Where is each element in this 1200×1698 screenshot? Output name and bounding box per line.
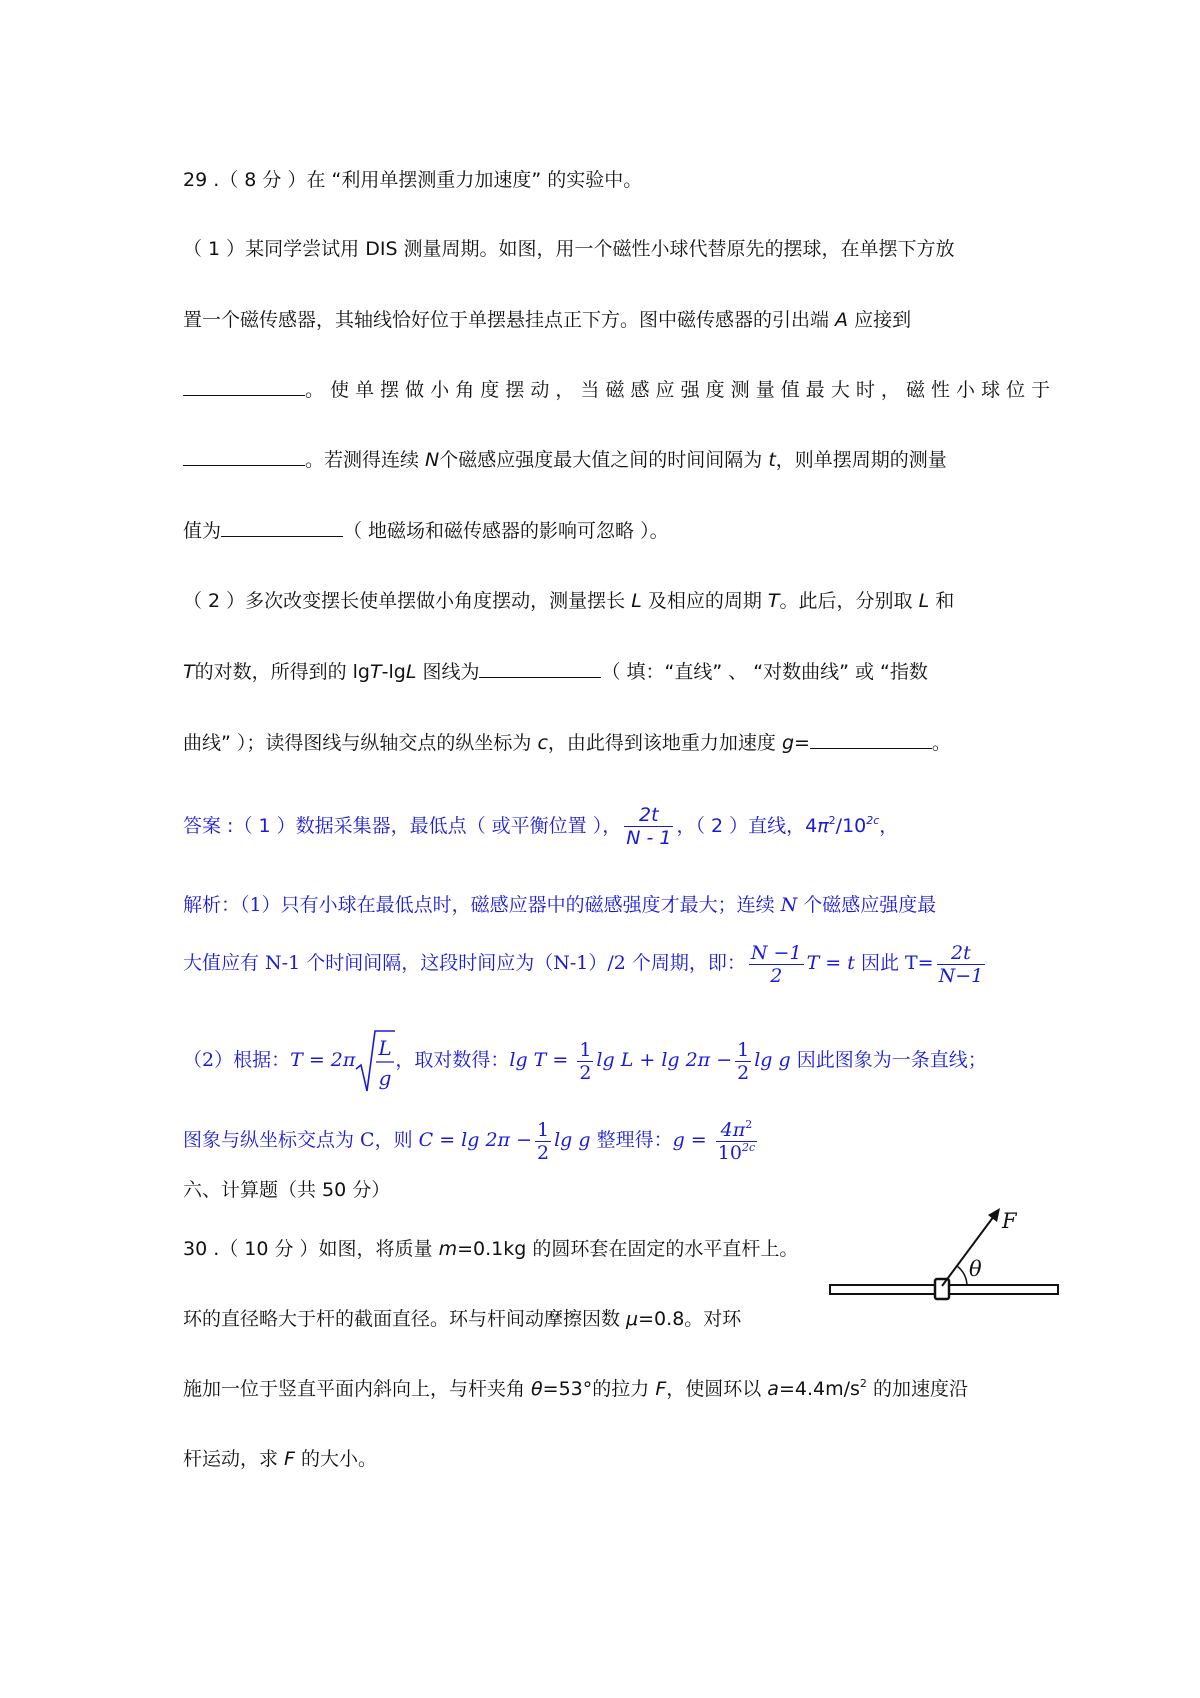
superscript: 2 [828,814,836,827]
q29-part2-line2 [183,659,928,685]
section-6-title: 六、计算题（共 50 分） [183,1179,391,1201]
var-c: c [537,732,548,754]
text: ，由此得到该地重力加速度 [547,732,782,754]
superscript: 2c [741,1140,756,1154]
var-N: N [780,894,798,916]
text: =0.1kg 的圆环套在固定的水平直杆上。 [457,1238,799,1260]
text: ，则单摆周期的测量 [775,449,947,471]
text: 因此 T= [854,952,934,974]
text: （ 填：“直线” 、 “对数曲线” 或 “指数 [601,661,928,683]
ring [935,1279,949,1299]
root-numerator: L [378,1036,392,1060]
text: =53°的拉力 [542,1378,656,1400]
var-L: L [631,590,642,612]
text: 。 使 单 摆 做 小 角 度 摆 动 ， 当 磁 感 应 强 度 测 量 值 最 大 时 ， 磁 性 小 球 位 于 [305,379,1051,401]
analysis-line1 [183,892,936,918]
equals: = [819,952,848,974]
superscript: 2 [745,1117,753,1131]
ring-rod-force-figure [825,1200,1065,1320]
text: 杆运动，求 [183,1448,285,1470]
expr: lg g [754,1049,791,1071]
q29-part1-line1: （ 1 ）某同学尝试用 DIS 测量周期。如图，用一个磁性小球代替原先的摆球，在单摆下方放 [183,238,955,260]
text: 的对数，所得到的 lg [194,661,370,683]
var-N: N [425,449,440,471]
fraction-numerator: 2t [624,804,673,827]
var-g: g [672,1129,685,1151]
text: 置一个磁传感器，其轴线恰好位于单摆悬挂点正下方。图中磁传感器的引出端 [183,309,836,331]
fraction-denominator: 2 [770,964,783,987]
text: 图象与纵坐标交点为 C，则 [183,1129,419,1151]
var-C: C [418,1129,434,1151]
text: 及相应的周期 [641,590,768,612]
text: 值为 [183,520,222,542]
q29-header: 29 .（ 8 分 ）在 “利用单摆测重力加速度” 的实验中。 [183,169,643,191]
var-t: t [847,952,855,974]
text: （2）根据： [183,1049,291,1071]
analysis-line4 [183,1108,760,1172]
q30-line2 [183,1306,741,1332]
text: =4.4m/s [778,1378,860,1400]
text: ，取对数得： [395,1049,510,1071]
expr: lg T [509,1049,547,1071]
answer-blank-5[interactable] [810,730,932,749]
text: 的加速度沿 [866,1378,968,1400]
text: 解析：（1）只有小球在最低点时，磁感应器中的磁感强度才最大；连续 [183,894,781,916]
text: 图线为 [416,661,480,683]
q29-part1-line4 [183,447,947,473]
var-A: A [835,309,849,331]
angle-label: θ [969,1257,982,1281]
angle-arc [957,1266,967,1286]
text: 大值应有 N-1 个时间间隔，这段时间应为（N-1）/2 个周期，即： [183,952,746,974]
var-m: m [438,1238,458,1260]
q29-part1-line3 [183,377,1050,403]
fraction [937,942,986,987]
answer-blank-2[interactable] [183,447,305,466]
var-g: g [781,732,794,754]
fraction-numerator: 2t [937,942,986,965]
text: 。若测得连续 [305,449,426,471]
var-t: t [768,449,776,471]
answer-text: ， [879,815,899,837]
text: =0.8。对环 [638,1308,742,1330]
text: （ 2 ）多次改变摆长使单摆做小角度摆动，测量摆长 [183,590,632,612]
answer-blank-1[interactable] [183,377,305,396]
analysis-line2 [183,932,988,994]
var-F: F [655,1378,667,1400]
arrow-head-icon [988,1208,1000,1222]
text: 整理得： [590,1129,673,1151]
fraction-numerator: 1 [537,1118,550,1141]
answer-text: 答案 :（ 1 ）数据采集器，最低点（ 或平衡位置 ）， [183,815,622,837]
fraction-denominator: 10 [717,1141,742,1164]
text: 因此图象为一条直线； [790,1049,987,1071]
root-denominator: g [378,1066,392,1090]
force-label: F [1002,1209,1017,1233]
equals: = [684,1129,713,1151]
expr: lg g [554,1129,591,1151]
expr: lg L + lg 2π − [596,1049,733,1071]
text: 个磁感应强度最 [797,894,937,916]
equals: = 2π [302,1049,356,1071]
fraction-numerator: 1 [579,1038,592,1061]
var-T: T [370,661,382,683]
answer-blank-4[interactable] [479,659,601,678]
text: 应接到 [848,309,912,331]
expr: = lg 2π − [433,1129,532,1151]
fraction-half [535,1119,551,1164]
q29-part1-line2 [183,307,911,333]
var-F: F [284,1448,295,1470]
fraction-numerator: 4π [720,1118,746,1141]
text: ，使圆环以 [666,1378,768,1400]
fraction-denominator: 2 [537,1141,550,1164]
var-L: L [918,590,930,612]
q30-line4 [183,1446,377,1472]
text: 曲线” ）；读得图线与纵轴交点的纵坐标为 [183,732,538,754]
equals: = [546,1049,575,1071]
square-root [355,1025,395,1097]
text: 30 .（ 10 分 ）如图，将质量 [183,1238,439,1260]
text: 和 [929,590,955,612]
pi-symbol: π [817,815,829,837]
var-mu: μ [626,1308,639,1330]
var-T: T [290,1049,303,1071]
text: 。 [931,732,951,754]
text: 的大小。 [294,1448,378,1470]
fraction-half [735,1039,751,1084]
answer-text: ，（ 2 ）直线，4 [676,815,818,837]
answer-fraction [624,804,673,849]
text: -lg [381,661,406,683]
q29-part2-line1 [183,588,954,614]
q29-part1-line5 [183,518,669,544]
text: （ 地磁场和磁传感器的影响可忽略 ）。 [343,520,669,542]
superscript: 2c [866,814,880,827]
var-T: T [767,590,780,612]
text: 施加一位于竖直平面内斜向上，与杆夹角 [183,1378,532,1400]
q30-line1 [183,1236,798,1262]
fraction-denominator: 2 [579,1061,592,1084]
var-T: T [183,661,195,683]
analysis-line3 [183,1024,987,1097]
text: 个磁感应强度最大值之间的时间间隔为 [439,449,769,471]
superscript: 2 [859,1377,867,1390]
text: 。此后，分别取 [779,590,919,612]
radical-sign [355,1029,395,1095]
var-theta: θ [531,1378,543,1400]
fraction [749,942,804,987]
fraction-denominator: N−1 [938,964,984,987]
fraction [716,1119,757,1164]
answer-blank-3[interactable] [221,518,343,537]
answer-text: /10 [835,815,867,837]
var-a: a [767,1378,779,1400]
answer-line [183,798,898,854]
fraction-numerator: 1 [737,1038,750,1061]
fraction-numerator: N −1 [750,941,802,964]
text: = [794,732,810,754]
fraction-denominator: 2 [737,1061,750,1084]
q29-part2-line3 [183,730,951,756]
text: 环的直径略大于杆的截面直径。环与杆间动摩擦因数 [183,1308,627,1330]
fraction-denominator: N - 1 [626,827,672,849]
fraction-half [577,1039,593,1084]
var-L: L [405,661,417,683]
q30-line3 [183,1376,968,1402]
var-T: T [806,952,820,974]
